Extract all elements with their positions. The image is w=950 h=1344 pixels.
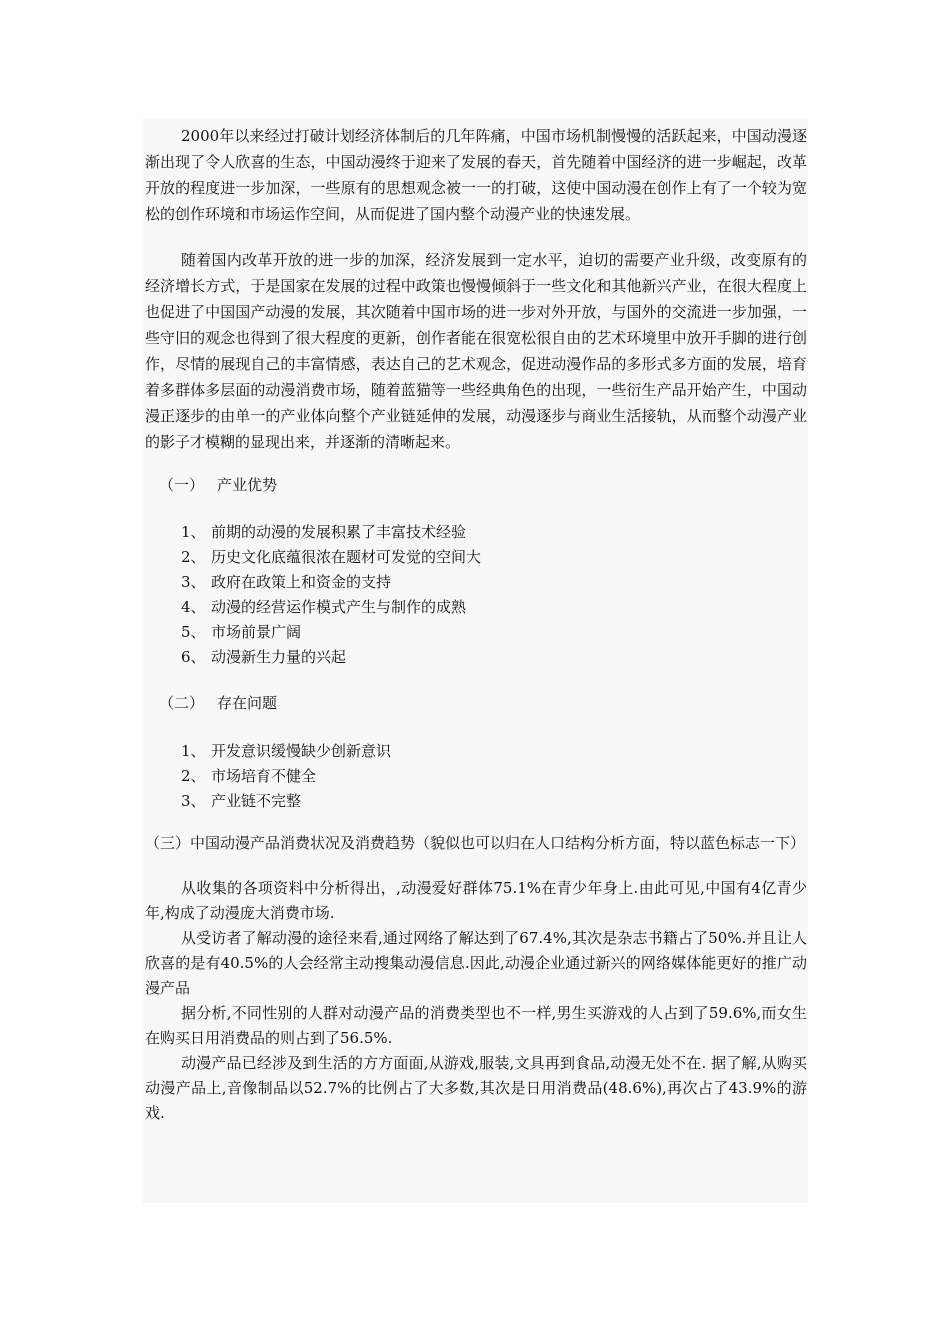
list-item: 5、 市场前景广阔: [181, 623, 302, 641]
intro-paragraph-1: 2000年以来经过打破计划经济体制后的几年阵痛，中国市场机制慢慢的活跃起来，中国动漫逐渐出现了令人欣喜的生态，中国动漫终于迎来了发展的春天，首先随着中国经济的进一步崛起，改革开放的程度进一步加深，一些原有的思想观念被一一的打破，这使中国动漫在创作上有了一个较为宽松的创作环境和市场运作空间，从而促进了国内整个动漫产业的快速发展。: [145, 127, 807, 223]
consumption-paragraph-2: 从受访者了解动漫的途径来看,通过网络了解达到了67.4%,其次是杂志书籍占了50%.并且让人欣喜的是有40.5%的人会经常主动搜集动漫信息.因此,动漫企业通过新兴的网络媒体能更好的推广动漫产品: [145, 929, 807, 997]
list-item: 3、 政府在政策上和资金的支持: [181, 573, 392, 591]
intro-paragraph-2: 随着国内改革开放的进一步的加深，经济发展到一定水平，迫切的需要产业升级，改变原有的经济增长方式，于是国家在发展的过程中政策也慢慢倾斜于一些文化和其他新兴产业，在很大程度上也促进了中国国产动漫的发展，其次随着中国市场的进一步对外开放，与国外的交流进一步加强，一些守旧的观念也得到了很大程度的更新，创作者能在很宽松很自由的艺术环境里中放开手脚的进行创作，尽情的展现自己的丰富情感，表达自己的艺术观念，促进动漫作品的多形式多方面的发展，培育着多群体多层面的动漫消费市场，随着蓝猫等一些经典角色的出现，一些衍生产品开始产生，中国动漫正逐步的由单一的产业体向整个产业链延伸的发展，动漫逐步与商业生活接轨，从而整个动漫产业的影子才模糊的显现出来，并逐渐的清晰起来。: [145, 251, 807, 451]
list-item: 2、 市场培育不健全: [181, 767, 317, 785]
section-number: （二）: [159, 694, 205, 712]
consumption-paragraph-3: 据分析,不同性别的人群对动漫产品的消费类型也不一样,男生买游戏的人占到了59.6%,而女生在购买日用消费品的则占到了56.5%.: [145, 1004, 807, 1047]
section-number: （一）: [159, 476, 205, 494]
problems-list: [145, 739, 807, 814]
list-item: 3、 产业链不完整: [181, 792, 302, 810]
advantages-list: [145, 520, 807, 670]
document-body: [145, 123, 807, 1126]
list-item: 6、 动漫新生力量的兴起: [181, 648, 347, 666]
section-title: 产业优势: [217, 476, 278, 494]
section-consumption: [145, 830, 807, 1126]
section-heading-problems: [145, 690, 807, 716]
section-title: 存在问题: [217, 694, 278, 712]
list-item: 2、 历史文化底蕴很浓在题材可发觉的空间大: [181, 548, 482, 566]
consumption-paragraph-4: 动漫产品已经涉及到生活的方方面面,从游戏,服装,文具再到食品,动漫无处不在. 据了解,从购买动漫产品上,音像制品以52.7%的比例占了大多数,其次是日用消费品(48.6%),再次占了43.9%的游戏.: [145, 1054, 807, 1122]
list-item: 1、 前期的动漫的发展积累了丰富技术经验: [181, 523, 467, 541]
consumption-paragraph-1: 从收集的各项资料中分析得出，,动漫爱好群体75.1%在青少年身上.由此可见,中国有4亿青少年,构成了动漫庞大消费市场.: [145, 879, 807, 922]
section-heading-consumption: （三）中国动漫产品消费状况及消费趋势（貌似也可以归在人口结构分析方面，特以蓝色标志一下）: [145, 834, 806, 852]
section-heading-advantages: [145, 472, 807, 498]
list-item: 1、 开发意识缓慢缺少创新意识: [181, 742, 392, 760]
list-item: 4、 动漫的经营运作模式产生与制作的成熟: [181, 598, 467, 616]
